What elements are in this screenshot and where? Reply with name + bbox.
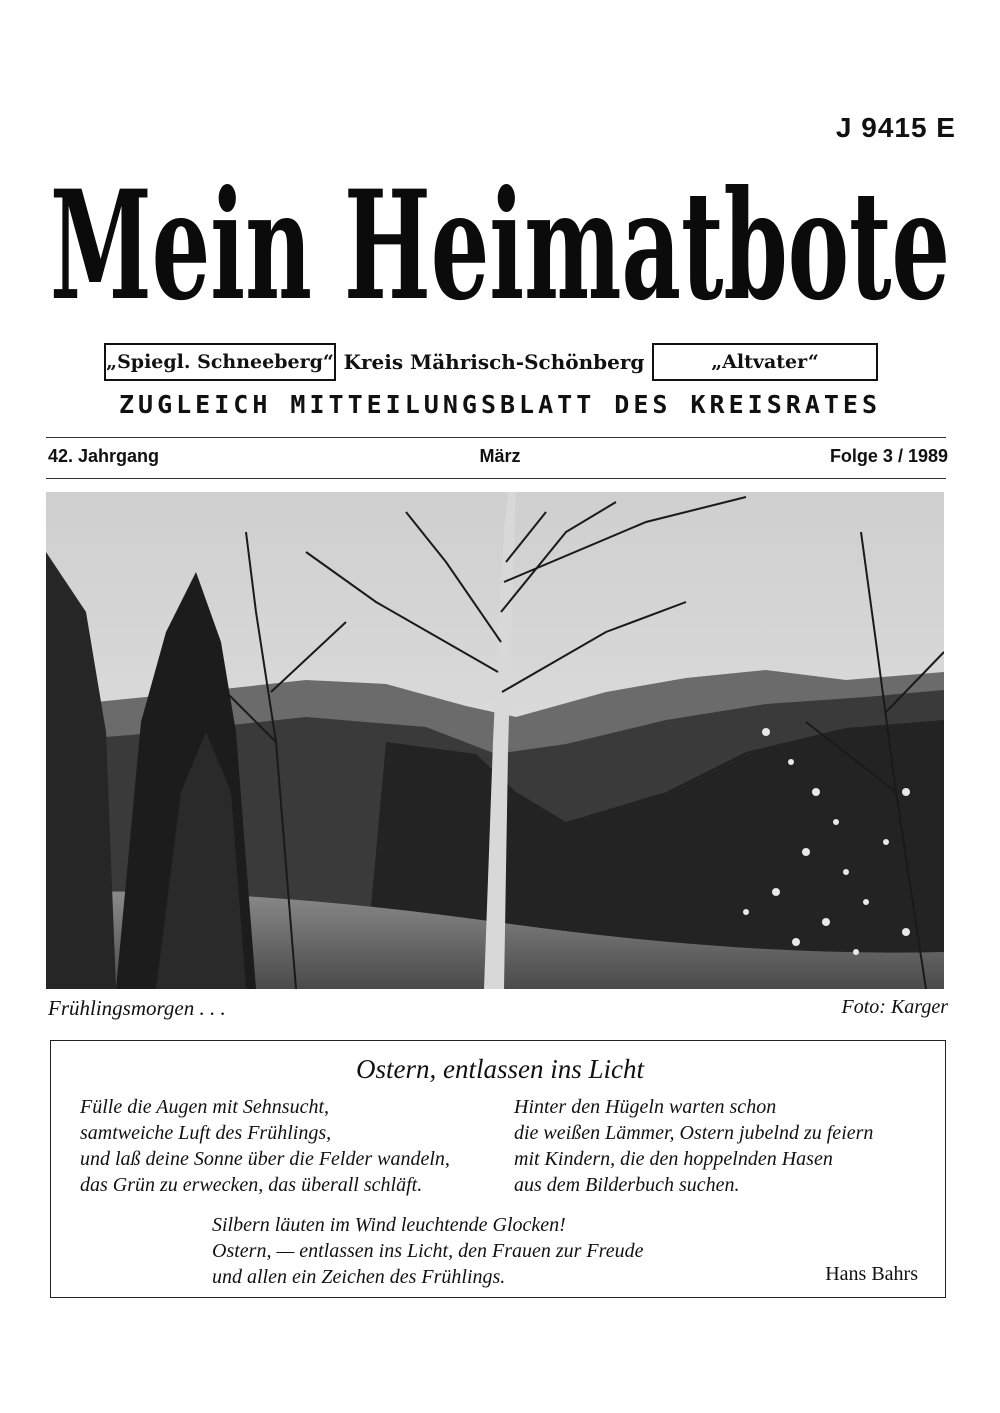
poem-line: das Grün zu erwecken, das überall schläft. bbox=[80, 1174, 423, 1196]
poem-line: und allen ein Zeichen des Frühlings. bbox=[212, 1266, 506, 1288]
divider-bottom bbox=[46, 478, 946, 479]
poem-stanza-left bbox=[80, 1094, 500, 1198]
district-label: Kreis Mährisch-Schönberg bbox=[343, 350, 645, 374]
poem-stanza-right bbox=[514, 1094, 934, 1198]
region-label-left: „Spiegl. Schneeberg“ bbox=[104, 343, 336, 381]
photo-credit: Foto: Karger bbox=[841, 996, 948, 1018]
poem-line: aus dem Bilderbuch suchen. bbox=[514, 1174, 740, 1196]
poem-line: Ostern, — entlassen ins Licht, den Frauen zur Freude bbox=[212, 1240, 644, 1262]
poem-line: Fülle die Augen mit Sehnsucht, bbox=[80, 1096, 330, 1118]
poem-line: Silbern läuten im Wind leuchtende Glocken! bbox=[212, 1214, 566, 1236]
photo-caption: Frühlingsmorgen . . . bbox=[48, 996, 226, 1020]
poem-author: Hans Bahrs bbox=[825, 1263, 918, 1285]
poem-stanza-closing bbox=[212, 1212, 772, 1290]
masthead-title: Mein Heimatbote bbox=[50, 158, 950, 334]
poem-line: die weißen Lämmer, Ostern jubelnd zu feiern bbox=[514, 1122, 874, 1144]
region-label-right: „Altvater“ bbox=[652, 343, 878, 381]
month-label: März bbox=[479, 446, 521, 466]
subtitle: ZUGLEICH MITTEILUNGSBLATT DES KREISRATES bbox=[118, 390, 882, 419]
divider-top bbox=[46, 437, 946, 438]
volume-label: 42. Jahrgang bbox=[48, 446, 160, 466]
poem-line: Hinter den Hügeln warten schon bbox=[514, 1096, 777, 1118]
poem-line: mit Kindern, die den hoppelnden Hasen bbox=[514, 1148, 833, 1170]
poem-title: Ostern, entlassen ins Licht bbox=[356, 1054, 644, 1084]
poem-line: samtweiche Luft des Frühlings, bbox=[80, 1122, 332, 1144]
landscape-photo-drawing bbox=[46, 492, 944, 989]
masthead-logo bbox=[40, 130, 960, 345]
registration-number: J 9415 E bbox=[835, 112, 956, 143]
issue-number: Folge 3 / 1989 bbox=[829, 446, 948, 466]
landscape-photo bbox=[46, 492, 944, 989]
poem-line: und laß deine Sonne über die Felder wandeln, bbox=[80, 1148, 450, 1170]
